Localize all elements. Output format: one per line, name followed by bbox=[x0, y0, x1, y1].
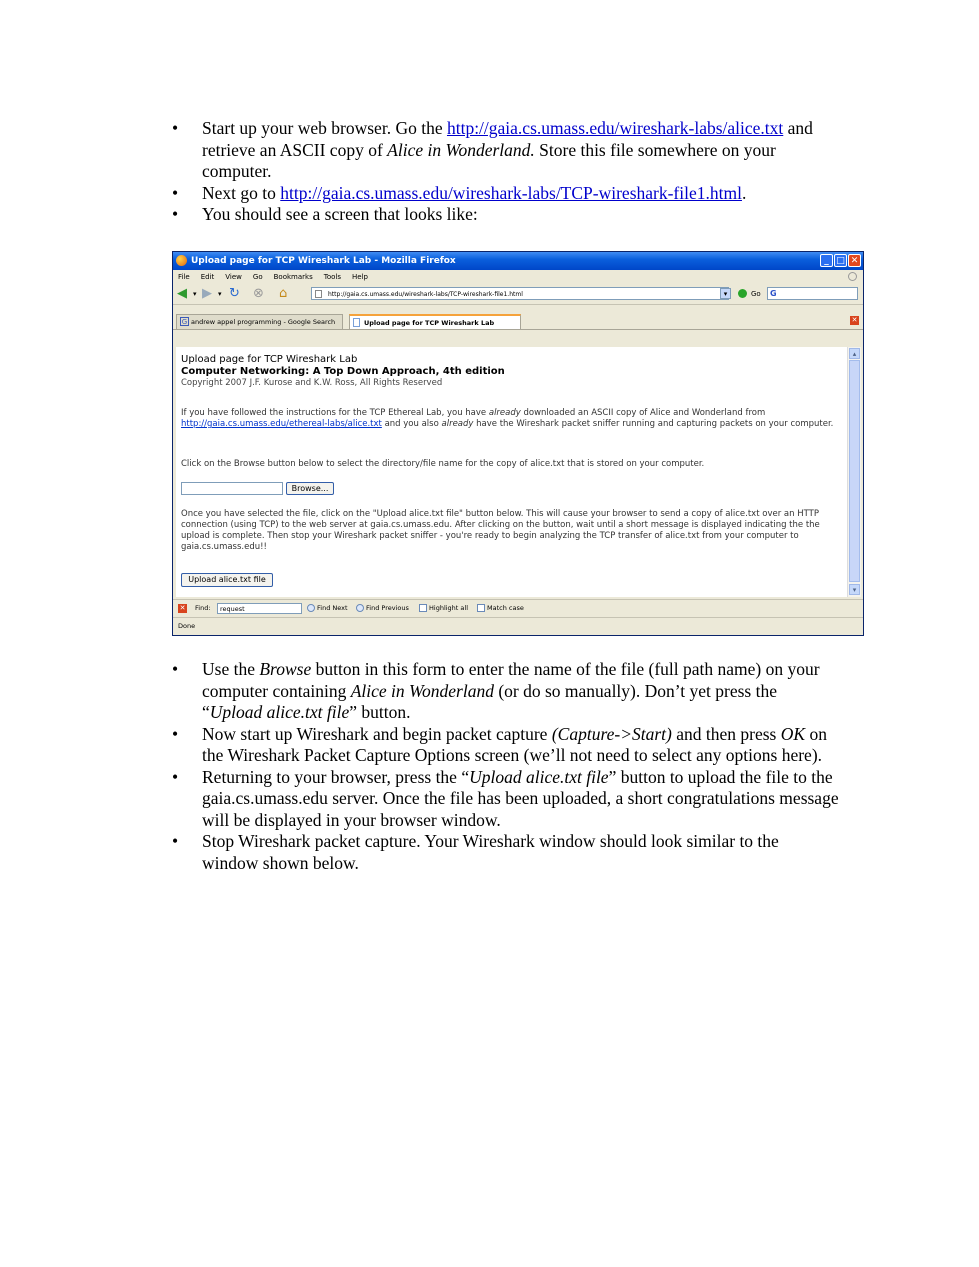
scroll-thumb[interactable] bbox=[849, 360, 860, 582]
status-bar: Done bbox=[173, 617, 863, 634]
url-input[interactable]: http://gaia.cs.umass.edu/wireshark-labs/TCP-wireshark-file1.html bbox=[311, 287, 729, 300]
window-title: Upload page for TCP Wireshark Lab - Mozilla Firefox bbox=[191, 256, 456, 266]
menu-go[interactable]: Go bbox=[252, 273, 263, 281]
tab-upload-page[interactable]: Upload page for TCP Wireshark Lab bbox=[349, 314, 521, 329]
tab-bar bbox=[173, 312, 863, 330]
find-next-button[interactable]: Find Next bbox=[307, 600, 348, 617]
find-input[interactable]: request bbox=[217, 603, 302, 614]
list-item: • You should see a screen that looks like: bbox=[172, 204, 478, 224]
page-content bbox=[176, 347, 847, 597]
list-item: • Stop Wireshark packet capture. Your Wireshark window should look similar to the window shown below. bbox=[172, 831, 779, 873]
bullet: • bbox=[172, 204, 179, 224]
bullet: • bbox=[172, 766, 179, 787]
file-path-input[interactable] bbox=[181, 482, 283, 495]
highlight-icon bbox=[419, 604, 427, 612]
back-dropdown-icon[interactable]: ▾ bbox=[193, 290, 197, 298]
alice-txt-link[interactable]: http://gaia.cs.umass.edu/wireshark-labs/alice.txt bbox=[446, 118, 784, 138]
find-next-icon bbox=[307, 604, 315, 612]
go-icon[interactable] bbox=[738, 289, 747, 298]
list-item: • Start up your web browser. Go the http://gaia.cs.umass.edu/wireshark-labs/alice.txt and retrieve an ASCII copy of Alice in Wonderland. Store this file somewhere on your computer. bbox=[172, 118, 813, 181]
bullet: • bbox=[172, 659, 179, 679]
menu-help[interactable]: Help bbox=[351, 273, 368, 281]
back-arrow-icon[interactable]: ◀ bbox=[177, 286, 187, 301]
vertical-scrollbar[interactable] bbox=[847, 347, 861, 597]
list-item: • Now start up Wireshark and begin packet capture (Capture->Start) and then press OK on the Wireshark Packet Capture Options screen (we’ll not need to select any options here). bbox=[172, 723, 827, 765]
forward-arrow-icon[interactable]: ▶ bbox=[202, 286, 212, 301]
minimize-icon[interactable]: _ bbox=[820, 254, 833, 267]
menu-bar bbox=[173, 270, 863, 284]
menu-bookmarks[interactable]: Bookmarks bbox=[273, 273, 313, 281]
bullet: • bbox=[172, 723, 179, 744]
list-item: • Next go to http://gaia.cs.umass.edu/wireshark-labs/TCP-wireshark-file1.html. bbox=[172, 182, 747, 203]
firefox-icon bbox=[176, 255, 187, 266]
menu-edit[interactable]: Edit bbox=[200, 273, 215, 281]
stop-icon[interactable]: ⊗ bbox=[253, 286, 264, 301]
search-input[interactable] bbox=[767, 287, 858, 300]
reload-icon[interactable]: ↻ bbox=[229, 286, 240, 301]
instructions-list-top bbox=[0, 118, 979, 226]
find-bar bbox=[173, 599, 863, 617]
google-search-icon: G bbox=[770, 289, 777, 298]
menu-view[interactable]: View bbox=[225, 273, 242, 281]
firefox-window-screenshot bbox=[172, 251, 864, 636]
bullet: • bbox=[172, 118, 179, 138]
bookmarks-toolbar bbox=[173, 304, 863, 312]
browse-button[interactable]: Browse... bbox=[286, 482, 334, 495]
list-item: • Use the Browse button in this form to enter the name of the file (full path name) on your computer containing Alice in Wonderland (or do so manually). Don’t yet press the “Upload alice.txt file” button. bbox=[172, 659, 820, 722]
tab-google-search[interactable]: G andrew appel programming - Google Search bbox=[176, 314, 343, 329]
find-previous-icon bbox=[356, 604, 364, 612]
upload-instructions: Once you have selected the file, click on the "Upload alice.txt file" button below. This will cause your browser to send a copy of alice.txt over an HTTP connection (using TCP) to the web server at gaia.cs.umass.edu. After clicking on the button, wait until a short message is displayed indicating the the upload is complete. Then stop your Wireshark packet sniffer - you're ready to begin analyzing the TCP transfer of alice.txt from your computer to gaia.cs.umass.edu!! bbox=[181, 509, 820, 552]
navigation-toolbar bbox=[173, 284, 863, 304]
maximize-icon[interactable]: □ bbox=[834, 254, 847, 267]
copyright: Copyright 2007 J.F. Kurose and K.W. Ross, All Rights Reserved bbox=[181, 378, 443, 388]
bullet: • bbox=[172, 831, 179, 851]
find-label: Find: bbox=[195, 604, 211, 612]
find-previous-button[interactable]: Find Previous bbox=[356, 600, 409, 617]
throbber-icon bbox=[848, 272, 857, 281]
close-tab-icon[interactable]: ✕ bbox=[851, 316, 858, 324]
list-item: • Returning to your browser, press the “Upload alice.txt file” button to upload the file to the gaia.cs.umass.edu server. Once the file has been uploaded, a short congratulations message will be displayed in your browser window. bbox=[172, 766, 839, 830]
highlight-all-button[interactable]: Highlight all bbox=[419, 600, 468, 617]
go-label[interactable]: Go bbox=[751, 290, 761, 298]
browse-instructions: Click on the Browse button below to select the directory/file name for the copy of alice.txt that is stored on your computer. bbox=[181, 459, 705, 469]
menu-tools[interactable]: Tools bbox=[323, 273, 341, 281]
close-find-icon[interactable]: ✕ bbox=[179, 604, 186, 612]
page-heading: Upload page for TCP Wireshark Lab bbox=[181, 354, 358, 365]
page-subheading: Computer Networking: A Top Down Approach, 4th edition bbox=[181, 366, 505, 377]
instructions-list-bottom bbox=[0, 659, 979, 874]
menu-file[interactable]: File bbox=[178, 273, 190, 281]
google-icon: G bbox=[181, 318, 188, 326]
match-case-checkbox[interactable]: Match case bbox=[477, 600, 524, 617]
forward-dropdown-icon[interactable]: ▾ bbox=[218, 290, 222, 298]
window-titlebar bbox=[173, 252, 863, 270]
url-dropdown-icon[interactable]: ▾ bbox=[720, 288, 731, 299]
scroll-up-icon[interactable]: ▴ bbox=[849, 348, 860, 359]
page-icon bbox=[353, 318, 360, 327]
close-icon[interactable]: ✕ bbox=[848, 254, 861, 267]
upload-alice-button[interactable]: Upload alice.txt file bbox=[181, 573, 273, 587]
page-icon bbox=[315, 290, 322, 298]
bullet: • bbox=[172, 182, 179, 203]
intro-paragraph: If you have followed the instructions for the TCP Ethereal Lab, you have already downloaded an ASCII copy of Alice and Wonderland from http://gaia.cs.umass.edu/ethereal-labs/alice.txt and you also already have the Wireshark packet sniffer running and capturing packets on your computer. bbox=[181, 408, 834, 429]
tcp-wireshark-file1-link[interactable]: http://gaia.cs.umass.edu/wireshark-labs/TCP-wireshark-file1.html bbox=[280, 182, 742, 203]
ethereal-alice-link[interactable]: http://gaia.cs.umass.edu/ethereal-labs/alice.txt bbox=[181, 419, 382, 429]
scroll-down-icon[interactable]: ▾ bbox=[849, 584, 860, 595]
checkbox-icon bbox=[477, 604, 485, 612]
home-icon[interactable]: ⌂ bbox=[279, 286, 288, 301]
